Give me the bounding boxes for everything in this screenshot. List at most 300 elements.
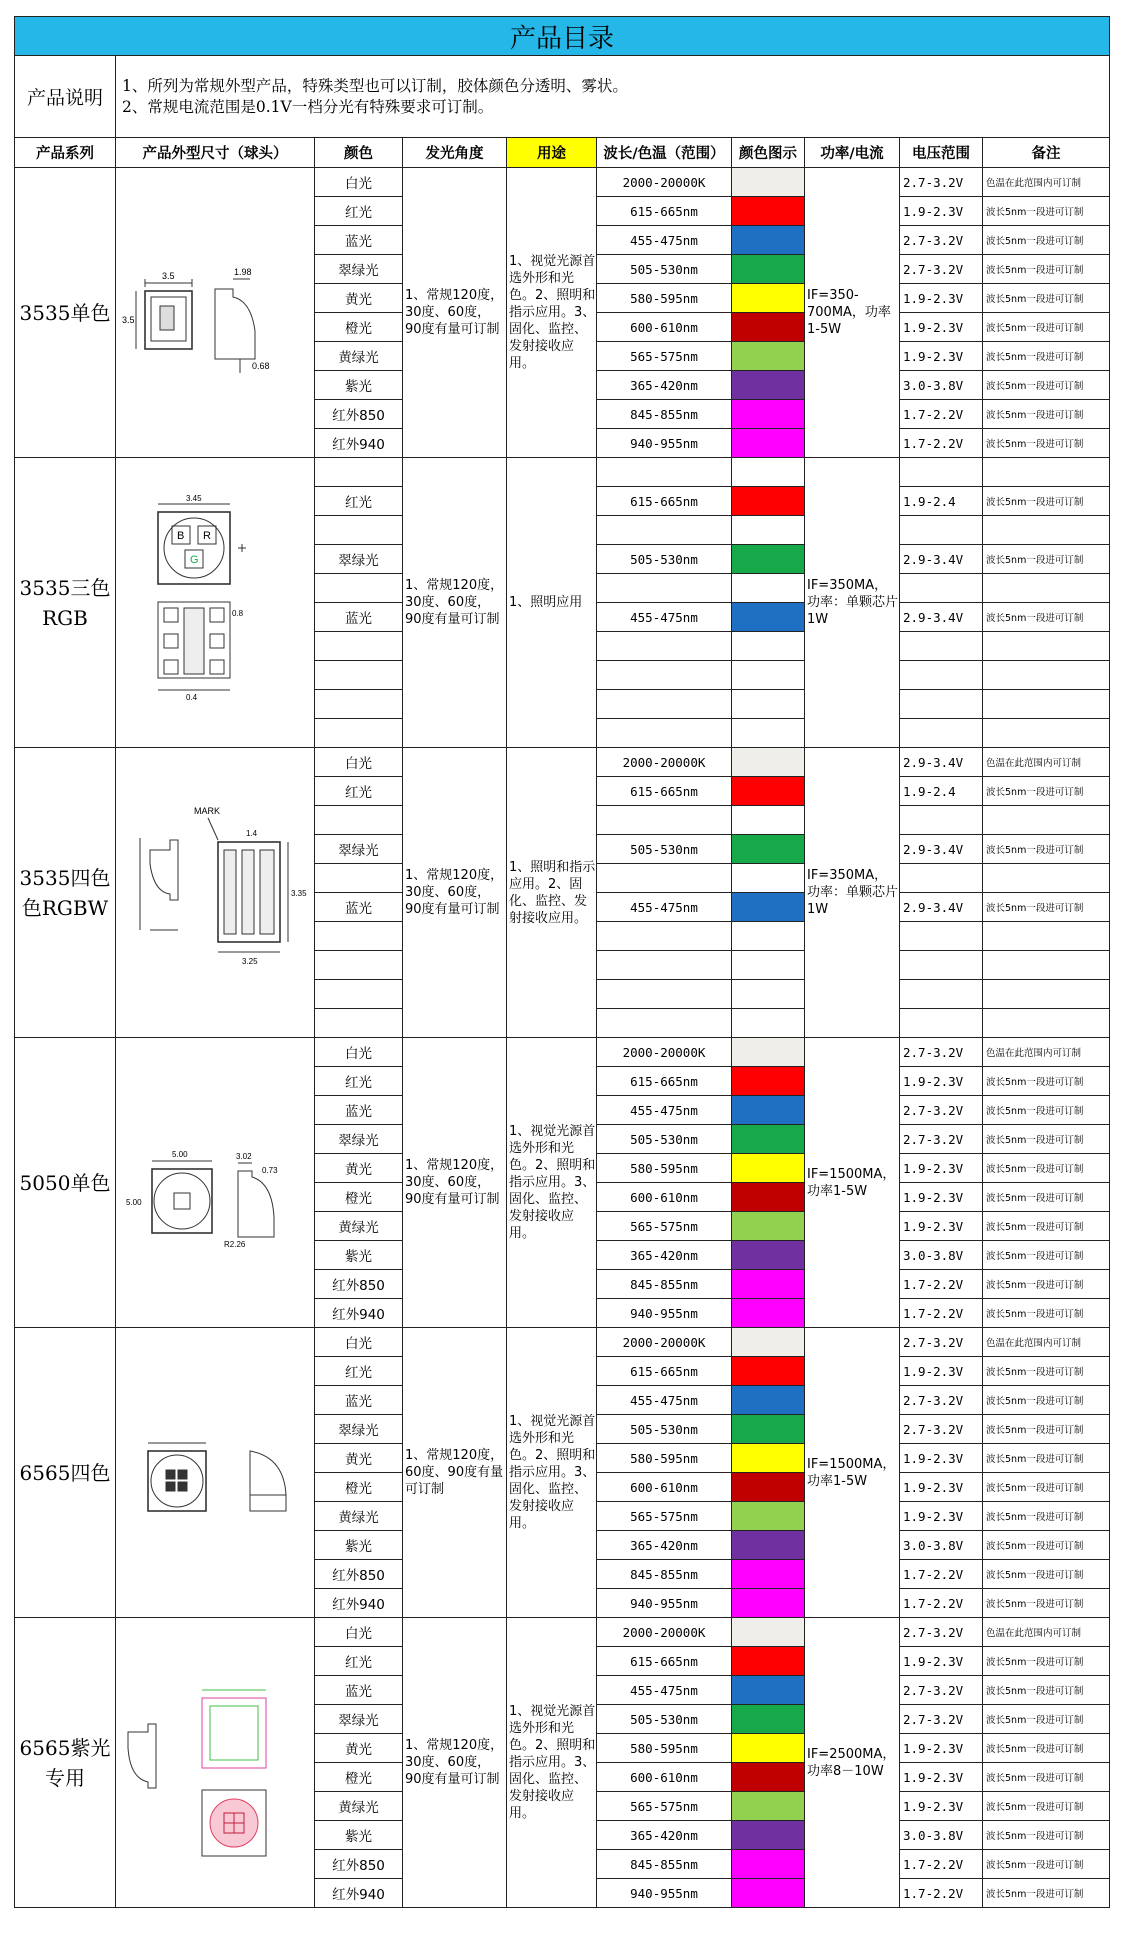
wavelength [597, 806, 732, 835]
package-drawing [116, 168, 315, 458]
color-name [315, 864, 403, 893]
remark: 波长5nm一段进可订制 [983, 1531, 1110, 1560]
remark [983, 574, 1110, 603]
wavelength: 2000-20000K [597, 1618, 732, 1647]
mark-label: MARK [194, 805, 221, 816]
remark: 波长5nm一段进可订制 [983, 835, 1110, 864]
wavelength: 505-530nm [597, 1705, 732, 1734]
color-swatch [732, 255, 805, 284]
wavelength: 615-665nm [597, 1357, 732, 1386]
voltage-range: 2.7-3.2V [900, 168, 983, 197]
color-swatch [732, 1821, 805, 1850]
voltage-range: 1.9-2.3V [900, 1647, 983, 1676]
application: 1、视觉光源首选外形和光色。2、照明和指示应用。3、固化、监控、发射接收应用。 [507, 1038, 597, 1328]
wavelength: 580-595nm [597, 284, 732, 313]
voltage-range: 1.9-2.3V [900, 1357, 983, 1386]
header-swatch: 颜色图示 [732, 138, 805, 168]
dim-text: 0.73 [262, 1165, 278, 1175]
remark [983, 980, 1110, 1009]
color-swatch [732, 603, 805, 632]
color-swatch [732, 1705, 805, 1734]
wavelength: 455-475nm [597, 1386, 732, 1415]
chip-label-r: R [203, 529, 211, 542]
voltage-range: 2.7-3.2V [900, 1386, 983, 1415]
package-drawing [116, 1328, 315, 1618]
table-row [15, 168, 1110, 197]
voltage-range: 2.7-3.2V [900, 255, 983, 284]
wavelength: 580-595nm [597, 1734, 732, 1763]
application: 1、视觉光源首选外形和光色。2、照明和指示应用。3、固化、监控、发射接收应用。 [507, 168, 597, 458]
color-swatch [732, 1386, 805, 1415]
color-swatch [732, 835, 805, 864]
wavelength [597, 516, 732, 545]
remark: 波长5nm一段进可订制 [983, 1792, 1110, 1821]
power-current: IF=350MA，功率：单颗芯片1W [805, 748, 900, 1038]
color-swatch [732, 1531, 805, 1560]
wavelength: 615-665nm [597, 1067, 732, 1096]
beam-angle: 1、常规120度，30度、60度，90度有量可订制 [403, 168, 507, 458]
power-current: IF=1500MA，功率1-5W [805, 1038, 900, 1328]
color-swatch [732, 429, 805, 458]
remark: 色温在此范围内可订制 [983, 1618, 1110, 1647]
color-name: 蓝光 [315, 1096, 403, 1125]
color-swatch [732, 1357, 805, 1386]
color-name: 红光 [315, 197, 403, 226]
voltage-range: 1.7-2.2V [900, 1299, 983, 1328]
wavelength: 615-665nm [597, 1647, 732, 1676]
voltage-range: 1.7-2.2V [900, 1270, 983, 1299]
voltage-range: 1.9-2.3V [900, 1473, 983, 1502]
wavelength: 845-855nm [597, 1850, 732, 1879]
wavelength: 565-575nm [597, 1792, 732, 1821]
voltage-range: 1.9-2.4 [900, 487, 983, 516]
product-series: 3535四色色RGBW [15, 748, 116, 1038]
remark: 色温在此范围内可订制 [983, 1038, 1110, 1067]
color-swatch [732, 1299, 805, 1328]
remark: 波长5nm一段进可订制 [983, 1212, 1110, 1241]
remark: 色温在此范围内可订制 [983, 748, 1110, 777]
color-name: 黄绿光 [315, 1792, 403, 1821]
remark: 波长5nm一段进可订制 [983, 1763, 1110, 1792]
color-name: 红光 [315, 1357, 403, 1386]
remark: 波长5nm一段进可订制 [983, 1821, 1110, 1850]
color-name: 红外850 [315, 1560, 403, 1589]
color-swatch [732, 545, 805, 574]
color-name: 红外850 [315, 1270, 403, 1299]
page-title: 产品目录 [15, 17, 1110, 56]
remark [983, 922, 1110, 951]
remark: 波长5nm一段进可订制 [983, 603, 1110, 632]
chip-label-g: G [190, 553, 199, 566]
wavelength [597, 661, 732, 690]
color-name: 红外940 [315, 429, 403, 458]
remark: 波长5nm一段进可订制 [983, 1647, 1110, 1676]
table-row [15, 1038, 1110, 1067]
color-name: 翠绿光 [315, 1705, 403, 1734]
color-name: 红外850 [315, 400, 403, 429]
color-swatch [732, 1125, 805, 1154]
wavelength [597, 719, 732, 748]
color-swatch [732, 806, 805, 835]
color-name: 红光 [315, 777, 403, 806]
color-name: 黄光 [315, 1444, 403, 1473]
color-swatch [732, 1067, 805, 1096]
beam-angle: 1、常规120度，30度、60度，90度有量可订制 [403, 458, 507, 748]
remark: 波长5nm一段进可订制 [983, 1879, 1110, 1908]
voltage-range: 2.7-3.2V [900, 1328, 983, 1357]
header-power: 功率/电流 [805, 138, 900, 168]
remark: 波长5nm一段进可订制 [983, 1154, 1110, 1183]
remark: 波长5nm一段进可订制 [983, 487, 1110, 516]
remark [983, 951, 1110, 980]
color-swatch [732, 1473, 805, 1502]
voltage-range: 2.7-3.2V [900, 1415, 983, 1444]
voltage-range: 1.9-2.3V [900, 284, 983, 313]
remark [983, 458, 1110, 487]
description-label: 产品说明 [15, 56, 116, 138]
color-name: 翠绿光 [315, 545, 403, 574]
color-swatch [732, 574, 805, 603]
color-name: 橙光 [315, 313, 403, 342]
description-line-1: 1、所列为常规外型产品，特殊类型也可以订制，胶体颜色分透明、雾状。 [122, 76, 628, 95]
color-swatch [732, 1792, 805, 1821]
dim-text: 3.25 [242, 956, 258, 966]
wavelength: 455-475nm [597, 1096, 732, 1125]
voltage-range [900, 690, 983, 719]
wavelength: 455-475nm [597, 603, 732, 632]
color-swatch [732, 1560, 805, 1589]
dim-text: 3.35 [291, 888, 307, 898]
color-name: 白光 [315, 1618, 403, 1647]
header-use: 用途 [507, 138, 597, 168]
header-package: 产品外型尺寸（球头） [116, 138, 315, 168]
remark: 波长5nm一段进可订制 [983, 1444, 1110, 1473]
color-name [315, 922, 403, 951]
color-swatch [732, 458, 805, 487]
remark [983, 661, 1110, 690]
power-current: IF=2500MA，功率8－10W [805, 1618, 900, 1908]
color-name: 红外940 [315, 1589, 403, 1618]
color-swatch [732, 922, 805, 951]
dim-text: R2.26 [224, 1239, 246, 1249]
remark: 波长5nm一段进可订制 [983, 1560, 1110, 1589]
color-swatch [732, 1154, 805, 1183]
wavelength: 455-475nm [597, 1676, 732, 1705]
remark: 波长5nm一段进可订制 [983, 284, 1110, 313]
table-row [15, 748, 1110, 777]
wavelength: 565-575nm [597, 1502, 732, 1531]
voltage-range: 2.7-3.2V [900, 1618, 983, 1647]
color-swatch [732, 1415, 805, 1444]
wavelength: 940-955nm [597, 1589, 732, 1618]
voltage-range: 1.9-2.3V [900, 1763, 983, 1792]
voltage-range: 2.7-3.2V [900, 1038, 983, 1067]
color-swatch [732, 661, 805, 690]
description-text [116, 56, 1110, 138]
wavelength: 365-420nm [597, 371, 732, 400]
application: 1、视觉光源首选外形和光色。2、照明和指示应用。3、固化、监控、发射接收应用。 [507, 1328, 597, 1618]
color-name: 翠绿光 [315, 835, 403, 864]
voltage-range: 1.7-2.2V [900, 429, 983, 458]
voltage-range: 1.9-2.3V [900, 1154, 983, 1183]
color-swatch [732, 632, 805, 661]
beam-angle: 1、常规120度，30度、60度，90度有量可订制 [403, 1618, 507, 1908]
remark: 波长5nm一段进可订制 [983, 197, 1110, 226]
wavelength: 845-855nm [597, 1270, 732, 1299]
wavelength: 600-610nm [597, 1763, 732, 1792]
voltage-range: 1.9-2.3V [900, 342, 983, 371]
description-line-2: 2、常规电流范围是0.1V一档分光有特殊要求可订制。 [122, 97, 494, 116]
wavelength: 2000-20000K [597, 168, 732, 197]
color-name [315, 661, 403, 690]
voltage-range: 3.0-3.8V [900, 1531, 983, 1560]
color-name: 紫光 [315, 371, 403, 400]
color-name [315, 690, 403, 719]
wavelength: 505-530nm [597, 1415, 732, 1444]
header-wavelength: 波长/色温（范围） [597, 138, 732, 168]
voltage-range: 1.9-2.3V [900, 1734, 983, 1763]
power-current: IF=1500MA，功率1-5W [805, 1328, 900, 1618]
color-swatch [732, 864, 805, 893]
color-name: 黄光 [315, 1734, 403, 1763]
color-swatch [732, 1502, 805, 1531]
color-swatch [732, 1096, 805, 1125]
wavelength: 845-855nm [597, 1560, 732, 1589]
voltage-range: 1.9-2.3V [900, 1502, 983, 1531]
dim-text: 0.8 [232, 608, 244, 618]
voltage-range [900, 719, 983, 748]
remark: 波长5nm一段进可订制 [983, 777, 1110, 806]
package-drawing-6565-four [120, 1371, 310, 1571]
color-name: 黄绿光 [315, 1212, 403, 1241]
package-drawing [116, 1618, 315, 1908]
remark: 波长5nm一段进可订制 [983, 1734, 1110, 1763]
remark: 波长5nm一段进可订制 [983, 371, 1110, 400]
color-name: 黄绿光 [315, 342, 403, 371]
voltage-range [900, 864, 983, 893]
power-current: IF=350-700MA，功率1-5W [805, 168, 900, 458]
wavelength: 455-475nm [597, 893, 732, 922]
color-name: 紫光 [315, 1531, 403, 1560]
wavelength: 505-530nm [597, 835, 732, 864]
package-drawing-5050-single [120, 1081, 310, 1281]
wavelength [597, 574, 732, 603]
voltage-range: 1.7-2.2V [900, 1560, 983, 1589]
color-name: 蓝光 [315, 603, 403, 632]
remark: 色温在此范围内可订制 [983, 168, 1110, 197]
voltage-range: 2.9-3.4V [900, 835, 983, 864]
wavelength: 2000-20000K [597, 748, 732, 777]
wavelength: 615-665nm [597, 777, 732, 806]
header-row [15, 138, 1110, 168]
product-catalog-sheet [14, 16, 1109, 1908]
wavelength [597, 1009, 732, 1038]
color-name [315, 574, 403, 603]
color-name [315, 516, 403, 545]
color-name: 蓝光 [315, 893, 403, 922]
wavelength: 940-955nm [597, 1879, 732, 1908]
color-name: 翠绿光 [315, 1125, 403, 1154]
color-name [315, 1009, 403, 1038]
color-swatch [732, 893, 805, 922]
wavelength: 845-855nm [597, 400, 732, 429]
color-name: 红外940 [315, 1299, 403, 1328]
color-swatch [732, 1444, 805, 1473]
color-name [315, 458, 403, 487]
color-name: 橙光 [315, 1763, 403, 1792]
voltage-range [900, 806, 983, 835]
wavelength: 505-530nm [597, 1125, 732, 1154]
wavelength: 505-530nm [597, 255, 732, 284]
voltage-range [900, 951, 983, 980]
package-drawing [116, 1038, 315, 1328]
package-drawing-3535-rgb [120, 490, 310, 712]
voltage-range: 1.9-2.3V [900, 197, 983, 226]
color-name: 红光 [315, 1067, 403, 1096]
color-swatch [732, 1879, 805, 1908]
wavelength: 615-665nm [597, 197, 732, 226]
color-swatch [732, 1850, 805, 1879]
header-angle: 发光角度 [403, 138, 507, 168]
remark: 波长5nm一段进可订制 [983, 313, 1110, 342]
remark: 波长5nm一段进可订制 [983, 342, 1110, 371]
wavelength: 600-610nm [597, 1183, 732, 1212]
remark: 波长5nm一段进可订制 [983, 1589, 1110, 1618]
color-swatch [732, 371, 805, 400]
remark: 波长5nm一段进可订制 [983, 1096, 1110, 1125]
voltage-range [900, 516, 983, 545]
color-swatch [732, 1009, 805, 1038]
color-swatch [732, 284, 805, 313]
color-swatch [732, 951, 805, 980]
voltage-range [900, 458, 983, 487]
voltage-range: 2.7-3.2V [900, 1125, 983, 1154]
color-name: 紫光 [315, 1821, 403, 1850]
dim-text: 1.4 [246, 828, 258, 838]
remark: 波长5nm一段进可订制 [983, 1705, 1110, 1734]
voltage-range: 1.9-2.3V [900, 1792, 983, 1821]
voltage-range: 3.0-3.8V [900, 1241, 983, 1270]
voltage-range: 2.7-3.2V [900, 226, 983, 255]
color-name: 黄光 [315, 284, 403, 313]
remark [983, 516, 1110, 545]
color-swatch [732, 516, 805, 545]
color-swatch [732, 342, 805, 371]
beam-angle: 1、常规120度，30度、60度，90度有量可订制 [403, 748, 507, 1038]
remark: 波长5nm一段进可订制 [983, 1067, 1110, 1096]
color-swatch [732, 777, 805, 806]
remark [983, 806, 1110, 835]
voltage-range [900, 661, 983, 690]
voltage-range: 2.9-3.4V [900, 893, 983, 922]
color-name: 红光 [315, 487, 403, 516]
voltage-range: 1.9-2.4 [900, 777, 983, 806]
wavelength: 365-420nm [597, 1241, 732, 1270]
color-swatch [732, 1647, 805, 1676]
chip-label-b: B [177, 529, 185, 542]
dim-text: 5.00 [172, 1149, 188, 1159]
application: 1、照明和指示应用。2、固化、监控、发射接收应用。 [507, 748, 597, 1038]
wavelength [597, 690, 732, 719]
wavelength [597, 980, 732, 1009]
remark: 波长5nm一段进可订制 [983, 1241, 1110, 1270]
voltage-range: 1.9-2.3V [900, 313, 983, 342]
color-swatch [732, 168, 805, 197]
voltage-range [900, 922, 983, 951]
voltage-range: 1.9-2.3V [900, 1183, 983, 1212]
package-drawing-3535-single [120, 211, 310, 411]
color-name: 橙光 [315, 1473, 403, 1502]
color-name: 红外940 [315, 1879, 403, 1908]
voltage-range [900, 574, 983, 603]
wavelength: 600-610nm [597, 313, 732, 342]
color-swatch [732, 748, 805, 777]
color-name: 蓝光 [315, 1386, 403, 1415]
color-swatch [732, 487, 805, 516]
wavelength: 580-595nm [597, 1444, 732, 1473]
voltage-range: 1.7-2.2V [900, 400, 983, 429]
wavelength: 365-420nm [597, 1821, 732, 1850]
remark: 波长5nm一段进可订制 [983, 893, 1110, 922]
dim-text: 1.98 [234, 266, 252, 277]
remark: 波长5nm一段进可订制 [983, 1676, 1110, 1705]
color-name: 蓝光 [315, 226, 403, 255]
color-name: 翠绿光 [315, 255, 403, 284]
color-swatch [732, 1270, 805, 1299]
application: 1、视觉光源首选外形和光色。2、照明和指示应用。3、固化、监控、发射接收应用。 [507, 1618, 597, 1908]
color-name: 黄光 [315, 1154, 403, 1183]
dim-text: 5.00 [126, 1197, 142, 1207]
color-swatch [732, 197, 805, 226]
color-swatch [732, 1241, 805, 1270]
header-series: 产品系列 [15, 138, 116, 168]
wavelength: 505-530nm [597, 545, 732, 574]
package-drawing [116, 458, 315, 748]
wavelength: 565-575nm [597, 1212, 732, 1241]
product-series: 6565四色 [15, 1328, 116, 1618]
color-swatch [732, 1763, 805, 1792]
dim-text: 3.02 [236, 1151, 252, 1161]
remark: 波长5nm一段进可订制 [983, 1386, 1110, 1415]
wavelength: 940-955nm [597, 1299, 732, 1328]
color-swatch [732, 226, 805, 255]
color-swatch [732, 1183, 805, 1212]
wavelength: 2000-20000K [597, 1038, 732, 1067]
wavelength: 455-475nm [597, 226, 732, 255]
color-swatch [732, 980, 805, 1009]
header-color: 颜色 [315, 138, 403, 168]
color-swatch [732, 1038, 805, 1067]
color-name: 红外850 [315, 1850, 403, 1879]
voltage-range [900, 980, 983, 1009]
remark: 波长5nm一段进可订制 [983, 226, 1110, 255]
color-swatch [732, 1676, 805, 1705]
wavelength [597, 458, 732, 487]
dim-text: 0.4 [186, 692, 198, 702]
remark: 波长5nm一段进可订制 [983, 400, 1110, 429]
color-swatch [732, 1734, 805, 1763]
color-swatch [732, 1618, 805, 1647]
voltage-range: 2.9-3.4V [900, 603, 983, 632]
voltage-range: 1.7-2.2V [900, 1879, 983, 1908]
color-swatch [732, 719, 805, 748]
color-name [315, 951, 403, 980]
color-swatch [732, 1328, 805, 1357]
wavelength: 2000-20000K [597, 1328, 732, 1357]
voltage-range [900, 632, 983, 661]
package-drawing-6565-uv [120, 1650, 310, 1872]
remark: 波长5nm一段进可订制 [983, 545, 1110, 574]
